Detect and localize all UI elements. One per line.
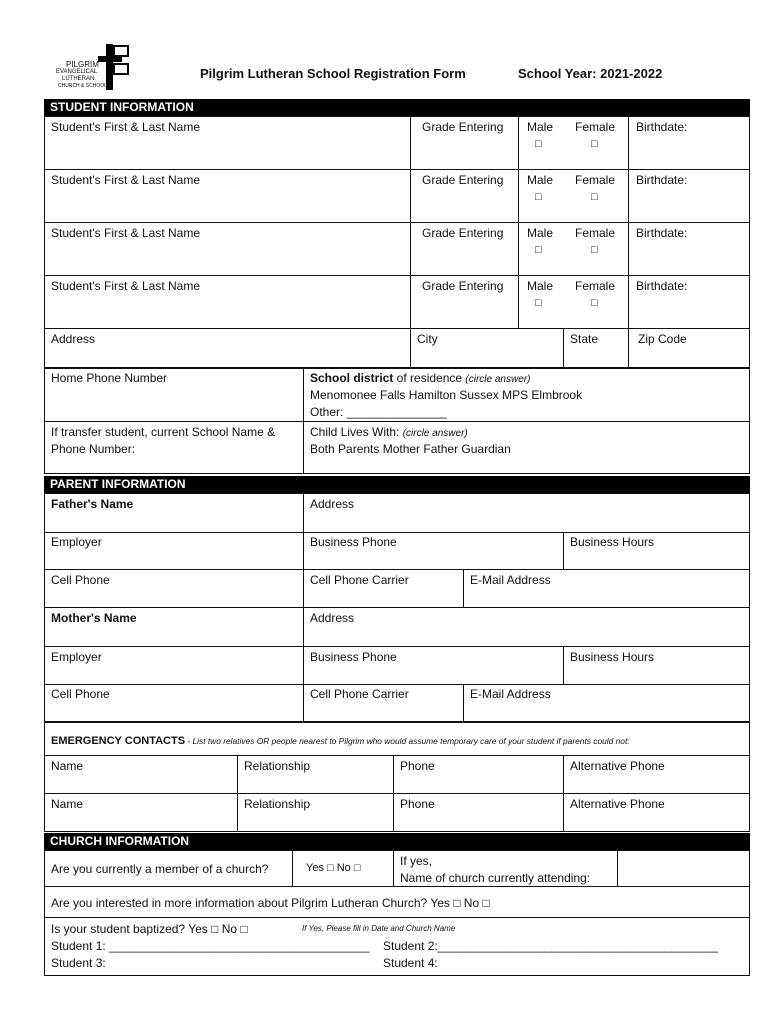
mother-name-label[interactable]: Mother's Name	[51, 611, 137, 625]
female-checkbox[interactable]: □	[591, 244, 598, 256]
mother-business-phone-label[interactable]: Business Phone	[310, 650, 397, 664]
district-other[interactable]: Other: _______________	[310, 405, 447, 419]
student-3-baptism[interactable]: Student 3:	[51, 956, 106, 970]
zip-label[interactable]: Zip Code	[638, 332, 687, 346]
transfer-label-line2[interactable]: Phone Number:	[51, 442, 136, 456]
baptized-note: If Yes, Please fill in Date and Church Name	[302, 924, 456, 933]
father-email-label[interactable]: E-Mail Address	[470, 573, 551, 587]
district-options[interactable]: Menomonee Falls Hamilton Sussex MPS Elmbrook	[310, 388, 583, 402]
church-interest-question[interactable]: Are you interested in more information about Pilgrim Lutheran Church? Yes □ No □	[51, 896, 490, 910]
student-name-label[interactable]: Student's First & Last Name	[51, 173, 201, 187]
female-label: Female	[575, 173, 616, 187]
female-checkbox[interactable]: □	[591, 297, 598, 309]
student-name-label[interactable]: Student's First & Last Name	[51, 120, 201, 134]
church-member-yes-no[interactable]: Yes □ No □	[306, 862, 361, 874]
father-name-label[interactable]: Father's Name	[51, 497, 134, 511]
father-employer-label[interactable]: Employer	[51, 535, 102, 549]
father-cell-label[interactable]: Cell Phone	[51, 573, 110, 587]
home-phone-label[interactable]: Home Phone Number	[51, 371, 168, 385]
church-section-header: CHURCH INFORMATION	[44, 833, 750, 850]
student-1-baptism[interactable]: Student 1: _______________________________________	[51, 939, 370, 953]
mother-business-hours-label[interactable]: Business Hours	[570, 650, 655, 664]
emergency-relationship-label[interactable]: Relationship	[244, 759, 311, 773]
male-checkbox[interactable]: □	[535, 138, 542, 150]
mother-address-label[interactable]: Address	[310, 611, 355, 625]
district-bold: School district	[310, 371, 394, 385]
logo-line2: EVANGELICAL	[56, 69, 98, 75]
student-table	[44, 116, 750, 368]
male-label: Male	[527, 120, 554, 134]
if-yes-label: If yes,	[400, 854, 433, 868]
emergency-alt-phone-label[interactable]: Alternative Phone	[570, 797, 665, 811]
lives-with-label	[310, 425, 468, 441]
state-label[interactable]: State	[570, 332, 599, 346]
emergency-name-label[interactable]: Name	[51, 797, 84, 811]
birthdate-label[interactable]: Birthdate:	[636, 279, 688, 293]
male-checkbox[interactable]: □	[535, 191, 542, 203]
grade-entering-label[interactable]: Grade Entering	[422, 279, 504, 293]
emergency-note: - List two relatives OR people nearest to Pilgrim who would assume temporary care of your student if parents could not:	[185, 736, 630, 746]
baptized-question[interactable]: Is your student baptized? Yes □ No □	[51, 922, 248, 936]
birthdate-label[interactable]: Birthdate:	[636, 120, 688, 134]
father-business-phone-label[interactable]: Business Phone	[310, 535, 397, 549]
mother-cell-label[interactable]: Cell Phone	[51, 687, 110, 701]
church-member-question: Are you currently a member of a church?	[51, 862, 269, 876]
father-address-label[interactable]: Address	[310, 497, 355, 511]
birthdate-label[interactable]: Birthdate:	[636, 173, 688, 187]
logo-line4: CHURCH & SCHOOL	[58, 83, 107, 89]
lives-with-text: Child Lives With:	[310, 425, 400, 439]
male-checkbox[interactable]: □	[535, 244, 542, 256]
mother-carrier-label[interactable]: Cell Phone Carrier	[310, 687, 409, 701]
father-carrier-label[interactable]: Cell Phone Carrier	[310, 573, 409, 587]
emergency-phone-label[interactable]: Phone	[400, 797, 435, 811]
district-rest: of residence	[393, 371, 463, 385]
student-4-baptism[interactable]: Student 4:	[383, 956, 438, 970]
logo-line3: LUTHERAN	[62, 76, 95, 82]
student-section-header: STUDENT INFORMATION	[44, 99, 750, 116]
emergency-title: EMERGENCY CONTACTS	[51, 735, 186, 747]
student-2-baptism[interactable]: Student 2:__________________________________________	[383, 939, 719, 953]
city-label[interactable]: City	[417, 332, 438, 346]
female-checkbox[interactable]: □	[591, 191, 598, 203]
emergency-alt-phone-label[interactable]: Alternative Phone	[570, 759, 665, 773]
emergency-phone-label[interactable]: Phone	[400, 759, 435, 773]
emergency-header	[51, 733, 630, 749]
female-label: Female	[575, 120, 616, 134]
church-logo	[56, 42, 136, 92]
mother-employer-label[interactable]: Employer	[51, 650, 102, 664]
school-district-label	[310, 371, 530, 387]
transfer-label-line1: If transfer student, current School Name &	[51, 425, 276, 439]
female-label: Female	[575, 279, 616, 293]
form-title: Pilgrim Lutheran School Registration Form	[200, 66, 466, 81]
grade-entering-label[interactable]: Grade Entering	[422, 120, 504, 134]
church-name-attending-label[interactable]: Name of church currently attending:	[400, 871, 591, 885]
emergency-relationship-label[interactable]: Relationship	[244, 797, 311, 811]
lives-with-options[interactable]: Both Parents Mother Father Guardian	[310, 442, 511, 456]
female-checkbox[interactable]: □	[591, 138, 598, 150]
grade-entering-label[interactable]: Grade Entering	[422, 173, 504, 187]
school-year: School Year: 2021-2022	[518, 66, 663, 81]
student-name-label[interactable]: Student's First & Last Name	[51, 279, 201, 293]
emergency-name-label[interactable]: Name	[51, 759, 84, 773]
address-label[interactable]: Address	[51, 332, 96, 346]
mother-email-label[interactable]: E-Mail Address	[470, 687, 551, 701]
student-name-label[interactable]: Student's First & Last Name	[51, 226, 201, 240]
father-business-hours-label[interactable]: Business Hours	[570, 535, 655, 549]
grade-entering-label[interactable]: Grade Entering	[422, 226, 504, 240]
female-label: Female	[575, 226, 616, 240]
circle-note: (circle answer)	[402, 428, 468, 439]
parent-section-header: PARENT INFORMATION	[44, 476, 750, 493]
male-label: Male	[527, 279, 554, 293]
birthdate-label[interactable]: Birthdate:	[636, 226, 688, 240]
logo-line1: PILGRIM	[66, 60, 99, 69]
male-label: Male	[527, 173, 554, 187]
male-label: Male	[527, 226, 554, 240]
male-checkbox[interactable]: □	[535, 297, 542, 309]
circle-note: (circle answer)	[465, 374, 531, 385]
